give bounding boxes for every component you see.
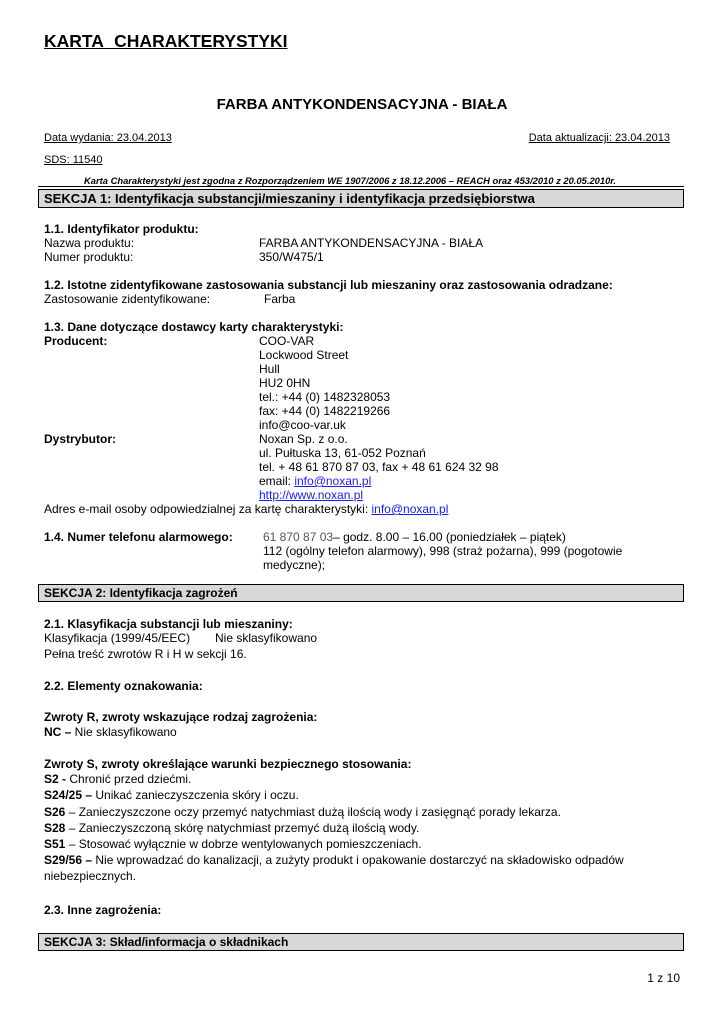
s-phrases-heading: Zwroty S, zwroty określające warunki bezpiecznego stosowania: — [44, 757, 412, 771]
producer-line: fax: +44 (0) 1482219266 — [259, 404, 391, 418]
distributor-line: tel. + 48 61 870 87 03, fax + 48 61 624 32 98 — [259, 460, 499, 474]
nc-code: NC – — [44, 725, 72, 739]
distributor-line: ul. Pułtuska 13, 61-052 Poznań — [259, 446, 426, 460]
heading-2-2: 2.2. Elementy oznakowania: — [44, 679, 203, 693]
update-date: Data aktualizacji: 23.04.2013 — [528, 132, 670, 144]
section-1-header: SEKCJA 1: Identyfikacja substancji/mieszaniny i identyfikacja przedsiębiorstwa — [38, 189, 684, 208]
producer-line: COO-VAR — [259, 334, 315, 348]
s-text: Nie wprowadzać do kanalizacji, a zużyty produkt i opakowanie dostarczyć na składowisko odpadów — [92, 853, 624, 867]
product-number-label: Numer produktu: — [44, 250, 134, 264]
emergency-line-3: medyczne); — [263, 558, 326, 572]
contact-email-label: Adres e-mail osoby odpowiedzialnej za kartę charakterystyki: — [44, 502, 372, 516]
heading-1-3: 1.3. Dane dotyczące dostawcy karty charakterystyki: — [44, 320, 344, 334]
s-text: – Zanieczyszczoną skórę natychmiast przemyć dużą ilością wody. — [65, 821, 420, 835]
nc-line — [44, 725, 177, 739]
sds-number: SDS: 11540 — [44, 154, 103, 166]
s-phrase — [44, 772, 191, 786]
compliance-note: Karta Charakterystyki jest zgodna z Rozporządzeniem WE 1907/2006 z 18.12.2006 – REACH oraz 453/2010 z 20.05.2010r. — [84, 175, 617, 186]
emergency-line-2: 112 (ogólny telefon alarmowy), 998 (straż pożarna), 999 (pogotowie — [263, 544, 623, 558]
section-2-header: SEKCJA 2: Identyfikacja zagrożeń — [38, 584, 684, 602]
producer-line: info@coo-var.uk — [259, 418, 346, 432]
product-name-value: FARBA ANTYKONDENSACYJNA - BIAŁA — [259, 236, 484, 250]
distributor-email-link[interactable]: info@noxan.pl — [294, 474, 372, 488]
heading-1-1: 1.1. Identyfikator produktu: — [44, 222, 199, 236]
heading-2-1: 2.1. Klasyfikacja substancji lub mieszaniny: — [44, 617, 293, 631]
email-prefix: email: — [259, 474, 295, 488]
classification-value: Nie sklasyfikowano — [215, 631, 318, 645]
s-code: S24/25 – — [44, 788, 93, 802]
s-phrase — [44, 788, 299, 802]
identified-use-label: Zastosowanie zidentyfikowane: — [44, 292, 211, 306]
section-3-header: SEKCJA 3: Skład/informacja o składnikach — [38, 933, 684, 951]
nc-text: Nie sklasyfikowano — [71, 725, 177, 739]
distributor-line: Noxan Sp. z o.o. — [259, 432, 348, 446]
full-text-note: Pełna treść zwrotów R i H w sekcji 16. — [44, 647, 247, 661]
s-phrase — [44, 837, 422, 851]
s-code: S28 — [44, 821, 66, 835]
website-link[interactable]: http://www.noxan.pl — [259, 488, 364, 502]
producer-line: Lockwood Street — [259, 348, 349, 362]
identified-use-value: Farba — [264, 292, 296, 306]
s-code: S51 — [44, 837, 66, 851]
heading-1-2: 1.2. Istotne zidentyfikowane zastosowania substancji lub mieszaniny oraz zastosowania odradzane: — [44, 278, 613, 292]
producer-line: Hull — [259, 362, 280, 376]
distributor-label: Dystrybutor: — [44, 432, 117, 446]
s-code: S26 — [44, 805, 66, 819]
s-code: S29/56 – — [44, 853, 93, 867]
emergency-line-1 — [263, 530, 566, 544]
producer-label: Producent: — [44, 334, 108, 348]
page-number: 1 z 10 — [647, 971, 680, 985]
product-number-value: 350/W475/1 — [259, 250, 324, 264]
s-phrase-continuation: niebezpiecznych. — [44, 869, 137, 883]
s-phrase — [44, 821, 419, 835]
heading-1-4: 1.4. Numer telefonu alarmowego: — [44, 530, 233, 544]
contact-email-link[interactable]: info@noxan.pl — [371, 502, 449, 516]
product-title: FARBA ANTYKONDENSACYJNA - BIAŁA — [216, 96, 508, 113]
document-title: KARTA CHARAKTERYSTYKI — [44, 31, 288, 51]
s-text: Unikać zanieczyszczenia skóry i oczu. — [92, 788, 299, 802]
s-text: Chronić przed dziećmi. — [66, 772, 192, 786]
s-text: – Zanieczyszczone oczy przemyć natychmiast dużą ilością wody i zasięgnąć porady lekarza. — [65, 805, 561, 819]
distributor-email-line — [259, 474, 371, 488]
r-phrases-heading: Zwroty R, zwroty wskazujące rodzaj zagrożenia: — [44, 710, 318, 724]
producer-line: tel.: +44 (0) 1482328053 — [259, 390, 391, 404]
emergency-hours: – godz. 8.00 – 16.00 (poniedziałek – piątek) — [333, 530, 566, 544]
s-text: – Stosować wyłącznie w dobrze wentylowanych pomieszczeniach. — [65, 837, 422, 851]
s-phrase — [44, 853, 624, 867]
s-code: S2 - — [44, 772, 67, 786]
issue-date: Data wydania: 23.04.2013 — [44, 132, 172, 144]
contact-email-line — [44, 502, 448, 516]
emergency-number: 61 870 87 03 — [263, 530, 334, 544]
s-phrase — [44, 805, 561, 819]
classification-label: Klasyfikacja (1999/45/EEC) — [44, 631, 191, 645]
heading-2-3: 2.3. Inne zagrożenia: — [44, 903, 162, 917]
product-name-label: Nazwa produktu: — [44, 236, 135, 250]
section-top-rule — [38, 186, 684, 187]
producer-line: HU2 0HN — [259, 376, 311, 390]
